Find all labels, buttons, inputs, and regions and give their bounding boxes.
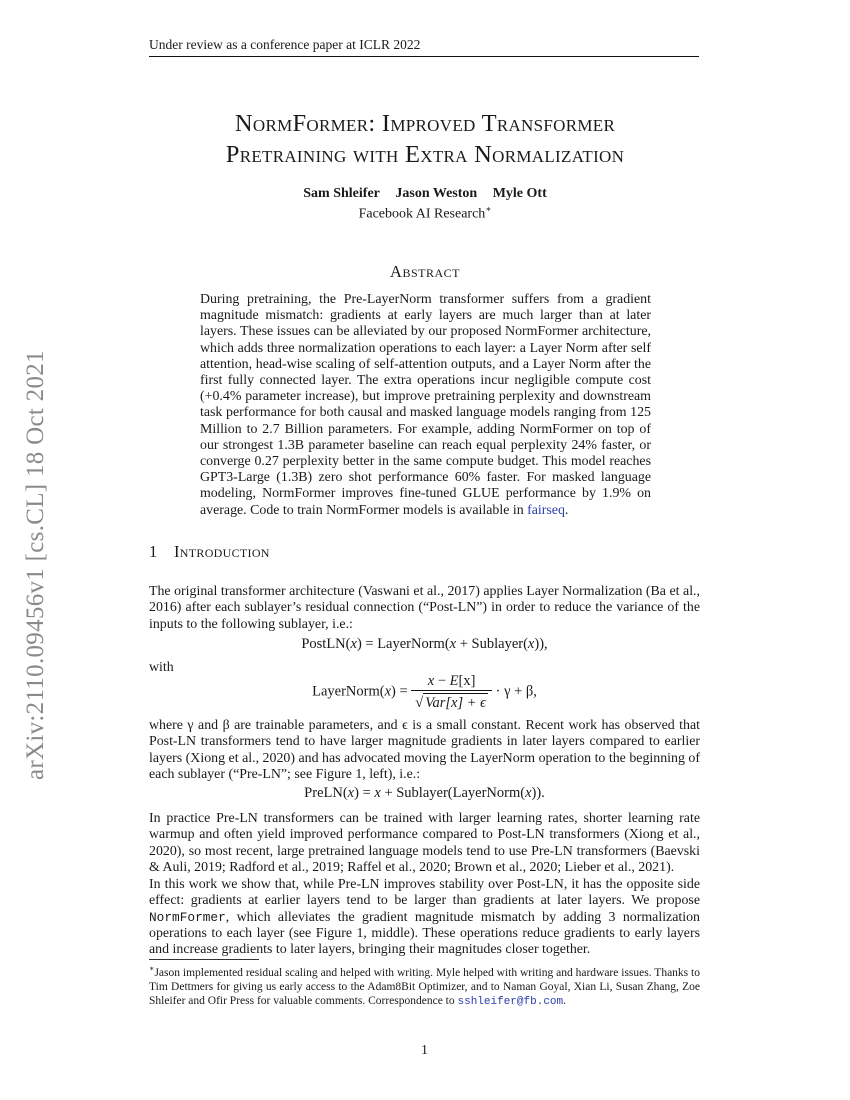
footnote-marker: ∗: [485, 204, 492, 214]
section-number: 1: [149, 542, 158, 561]
section-heading: [149, 542, 270, 562]
footnote-text: Jason implemented residual scaling and helped with writing. Myle helped with writing and hardware issues. Thanks to Tim Dettmers for giving us early access to the Adam8Bit Optimizer, and to Naman Goyal, Xian Li, Susan Zhang, Zoe Shleifer and Ofir Press for valuable comments. Correspondence to: [149, 966, 700, 1008]
equation-postln: PostLN(x) = LayerNorm(x + Sublayer(x)),: [301, 636, 548, 652]
title-line-1: NormFormer: Improved Transformer: [234, 110, 616, 137]
title-line-2: Pretraining with Extra Normalization: [225, 141, 625, 168]
eq-text: Var[x] + ϵ: [425, 695, 486, 711]
paper-title: [120, 108, 730, 170]
eq-text: ) =: [391, 683, 408, 700]
email-link[interactable]: sshleifer@fb.com: [457, 996, 564, 1009]
equation-layernorm: LayerNorm(x) = $\frac{x - E[x]}{\text{√ Var[x] + ϵ}}$ · γ + β,: [312, 673, 537, 711]
eq-text: )),: [534, 636, 548, 652]
affiliation: [120, 204, 730, 223]
arxiv-identifier: arXiv:2110.09456v1 [cs.CL] 18 Oct 2021: [22, 350, 49, 780]
footnote: [149, 962, 700, 1009]
paragraph-this-work: [149, 877, 700, 958]
eq-text: LayerNorm(: [312, 683, 385, 700]
author-name: Sam Shleifer: [303, 186, 380, 201]
section-title: Introduction: [174, 542, 270, 561]
eq-text: PostLN(: [301, 636, 351, 652]
paragraph-practice: In practice Pre-LN transformers can be trained with larger learning rates, shorter learning rate warmup and often yield improved performance compared to Post-LN transformers (Xiong et al., 2020), so most recent, large pretrained language models tend to use Pre-LN transformers (Baevski & Auli, 2019; Radford et al., 2019; Raffel et al., 2020; Brown et al., 2020; Lieber et al., 2021).: [149, 811, 700, 875]
paragraph-text: In this work we show that, while Pre-LN improves stability over Post-LN, it has the opposite side effect: gradients at earlier layers tend to be larger than gradients at later layers. We propose: [149, 877, 700, 909]
author-name: Myle Ott: [492, 186, 547, 201]
eq-text: E: [449, 673, 459, 689]
abstract-body: [200, 292, 651, 519]
fraction: $\frac{x - E[x]}{\text{√ Var[x] + ϵ}}$: [411, 672, 492, 712]
footnote-end: .: [563, 995, 566, 1008]
paragraph-postln: The original transformer architecture (Vaswani et al., 2017) applies Layer Normalization (Ba et al., 2016) after each sublayer’s residual connection (“Post-LN”) in order to reduce the variance of the inputs to the following sublayer, i.e.:: [149, 584, 700, 632]
eq-text: )).: [531, 785, 545, 801]
eq-text: −: [434, 673, 450, 689]
eq-text: ) = LayerNorm(: [356, 636, 450, 652]
with-text: with: [149, 660, 174, 675]
eq-text: + Sublayer(LayerNorm(: [380, 785, 526, 801]
page-number: 1: [421, 1043, 428, 1058]
fairseq-link[interactable]: fairseq: [527, 502, 565, 518]
author-name: Jason Weston: [395, 186, 478, 201]
header-rule: [149, 56, 699, 57]
equation-preln: PreLN(x) = x + Sublayer(LayerNorm(x)).: [304, 785, 545, 801]
abstract-text: During pretraining, the Pre-LayerNorm transformer suffers from a gradient magnitude mismatch: gradients at early layers are much larger than at later layers. These issues can be alleviated by our proposed NormFormer architecture, which adds three normalization operations to each layer: a Layer Norm after self attention, head-wise scaling of self-attention outputs, and a Layer Norm after the first fully connected layer. The extra operations incur negligible compute cost (+0.4% parameter increase), but improve pretraining perplexity and downstream task performance for both causal and masked language models ranging from 125 Million to 2.7 Billion parameters. For example, adding NormFormer on top of our strongest 1.3B parameter baseline can reach equal perplexity 24% faster, or converge 0.27 perplexity better in the same compute budget. This model reaches GPT3-Large (1.3B) zero shot performance 60% faster. For masked language modeling, NormFormer improves fine-tuned GLUE performance by 1.9% on average. Code to train NormFormer models is available in: [200, 292, 651, 518]
running-header: Under review as a conference paper at ICLR 2022: [149, 37, 421, 52]
eq-text: + Sublayer(: [456, 636, 528, 652]
footnote-rule: [149, 959, 259, 960]
eq-text: PreLN(: [304, 785, 348, 801]
normformer-code: NormFormer: [149, 909, 226, 925]
eq-text: ) =: [354, 785, 375, 801]
affiliation-name: Facebook AI Research: [358, 206, 486, 222]
eq-text: · γ + β,: [495, 683, 537, 700]
eq-text: [x]: [458, 673, 476, 689]
author-list: [120, 186, 730, 202]
paragraph-preln: where γ and β are trainable parameters, and ϵ is a small constant. Recent work has observed that Post-LN transformers tend to have larger magnitude gradients in later layers compared to earlier layers (Xiong et al., 2020) and has advocated moving the LayerNorm operation to the beginning of each sublayer (“Pre-LN”; see Figure 1, left), i.e.:: [149, 718, 700, 782]
abstract-end: .: [564, 502, 569, 518]
paragraph-text: , which alleviates the gradient magnitude mismatch by adding 3 normalization operations to each layer (see Figure 1, middle). These operations reduce gradients to early layers and increase gradients to later layers, bringing their magnitudes closer together.: [149, 909, 700, 958]
abstract-heading: Abstract: [390, 262, 460, 281]
footnote-marker: ∗: [149, 964, 155, 973]
